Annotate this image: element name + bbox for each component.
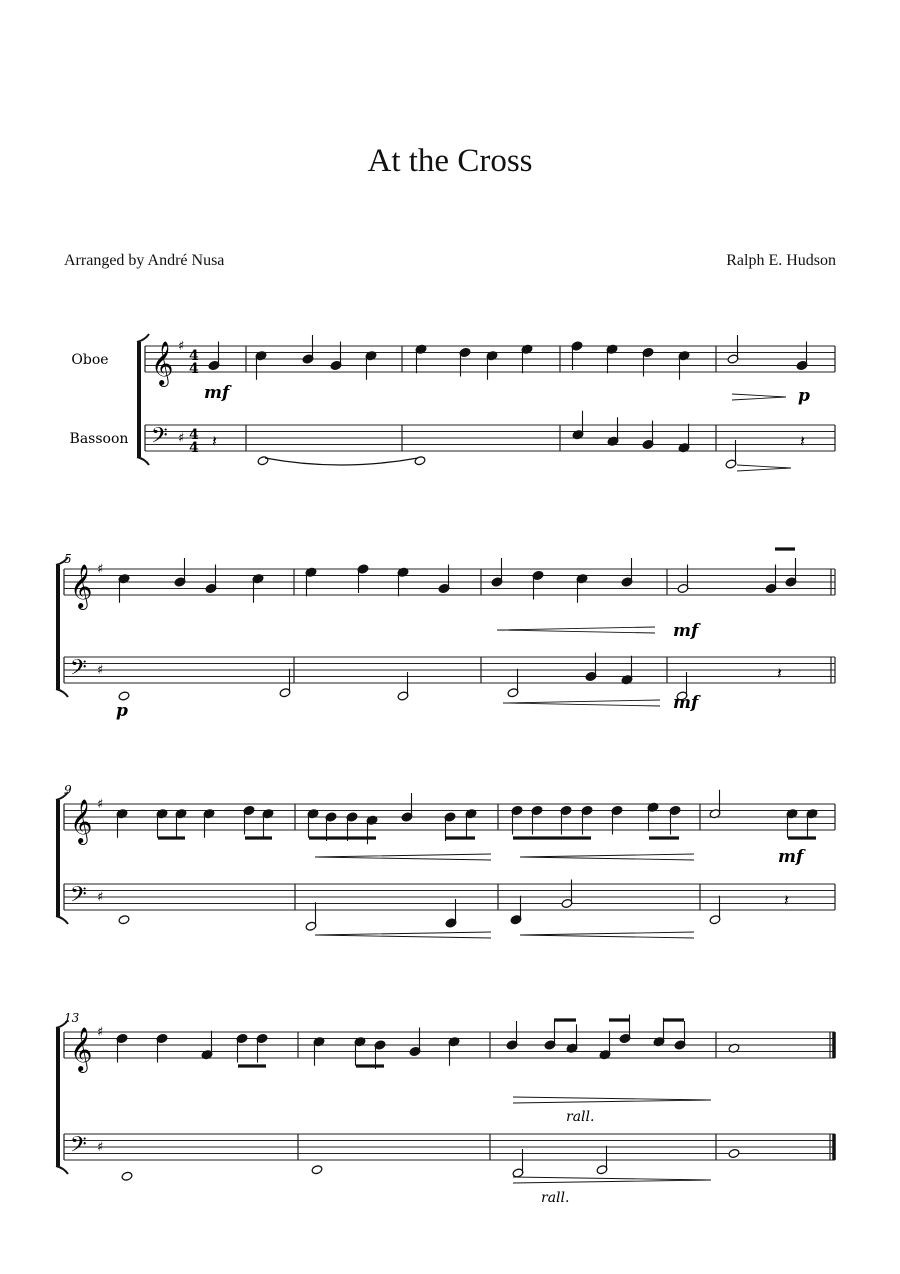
dynamic-mf-2: mf	[673, 621, 699, 641]
sharp-icon: ♯	[97, 797, 104, 812]
rall-bassoon: rall.	[541, 1190, 570, 1206]
bracket-hook	[56, 689, 68, 697]
tie	[265, 458, 418, 465]
sharp-icon: ♯	[178, 431, 185, 446]
notehead	[118, 691, 130, 701]
notehead	[121, 1171, 133, 1181]
bracket-hook	[56, 1166, 68, 1174]
quarter-rest-icon: 𝄽	[212, 431, 217, 451]
bracket-hook	[137, 457, 149, 465]
notehead	[118, 915, 130, 925]
notes-layer	[116, 335, 818, 1183]
time-signature-top: 4	[189, 427, 199, 443]
sharp-icon: ♯	[97, 1140, 104, 1155]
dynamic-mf-3: mf	[673, 693, 699, 713]
arranger-credit: Arranged by André Nusa	[64, 252, 225, 269]
staff-systems	[56, 334, 835, 1174]
bass-clef-icon: 𝄢	[151, 423, 168, 454]
crescendo-hairpin	[520, 854, 694, 860]
time-signature-bottom: 4	[189, 361, 199, 377]
decrescendo-hairpin	[737, 465, 791, 471]
sharp-icon: ♯	[97, 1025, 104, 1040]
rall-oboe: rall.	[566, 1109, 595, 1125]
measure-number-5: 5	[64, 552, 72, 566]
bracket-hook	[56, 916, 68, 924]
score-title: At the Cross	[367, 143, 533, 179]
crescendo-hairpin	[315, 932, 491, 938]
bassoon-label: Bassoon	[69, 431, 129, 447]
crescendo-hairpin	[520, 932, 694, 938]
time-signature-top: 4	[189, 348, 199, 364]
notehead	[257, 456, 269, 466]
bracket-hook	[137, 334, 149, 342]
crescendo-hairpin	[315, 854, 491, 860]
decrescendo-hairpin	[513, 1097, 711, 1103]
sharp-icon: ♯	[97, 890, 104, 905]
crescendo-hairpin	[497, 627, 655, 633]
composer-credit: Ralph E. Hudson	[726, 252, 836, 269]
treble-clef-icon: 𝄞	[70, 799, 93, 843]
decrescendo-hairpin	[513, 1177, 711, 1183]
bass-clef-icon: 𝄢	[70, 882, 87, 913]
treble-clef-icon: 𝄞	[70, 564, 93, 608]
dynamic-mf-4: mf	[778, 847, 804, 867]
sharp-icon: ♯	[97, 562, 104, 577]
dynamic-p-1: p	[798, 386, 810, 406]
crescendo-hairpin	[503, 700, 660, 706]
notehead	[311, 1165, 323, 1175]
measure-number-13: 13	[64, 1011, 80, 1025]
bass-clef-icon: 𝄢	[70, 1132, 87, 1163]
notehead	[414, 456, 426, 466]
dynamic-mf-1: mf	[204, 383, 230, 403]
treble-clef-icon: 𝄞	[151, 341, 174, 385]
treble-clef-icon: 𝄞	[70, 1027, 93, 1071]
oboe-label: Oboe	[71, 352, 109, 368]
decrescendo-hairpin	[732, 394, 786, 400]
measure-number-9: 9	[64, 783, 72, 797]
sharp-icon: ♯	[97, 663, 104, 678]
dynamic-p-2: p	[116, 701, 128, 721]
quarter-rest-icon: 𝄽	[777, 663, 782, 683]
quarter-rest-icon: 𝄽	[784, 890, 789, 910]
quarter-rest-icon: 𝄽	[800, 431, 805, 451]
sharp-icon: ♯	[178, 339, 185, 354]
notehead	[728, 1148, 740, 1158]
time-signature-bottom: 4	[189, 440, 199, 456]
bass-clef-icon: 𝄢	[70, 655, 87, 686]
